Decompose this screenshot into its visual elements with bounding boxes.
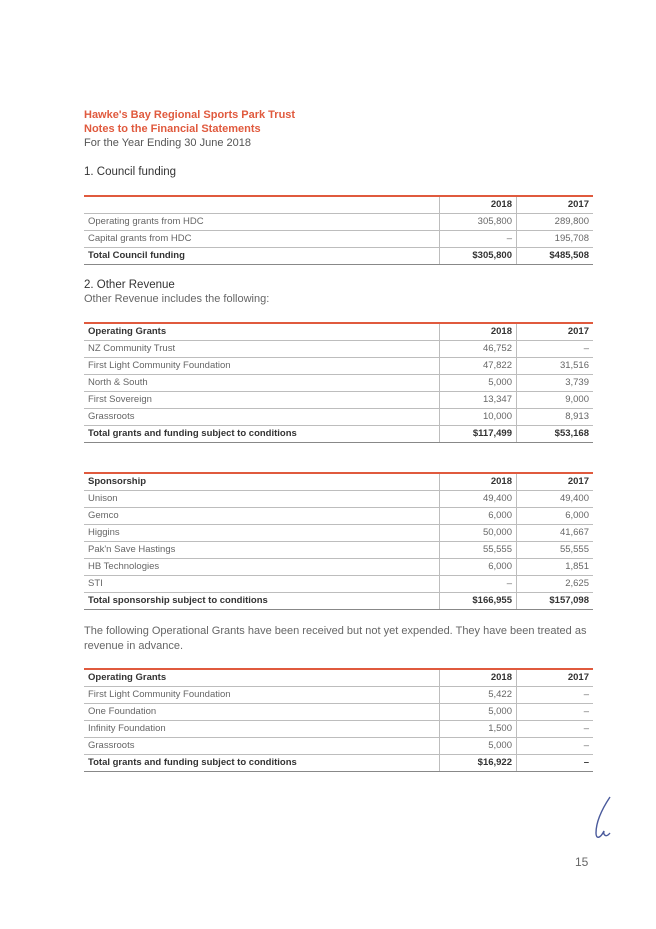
value-2018: 5,422: [440, 687, 517, 704]
column-header-2018: 2018: [440, 196, 517, 214]
row-label: Unison: [84, 491, 440, 508]
value-2017: 2,625: [517, 576, 594, 593]
row-label: Operating grants from HDC: [84, 214, 440, 231]
table-row: [84, 559, 593, 576]
table-row: [84, 687, 593, 704]
row-label: Infinity Foundation: [84, 721, 440, 738]
reporting-period: For the Year Ending 30 June 2018: [84, 137, 251, 149]
row-label: First Light Community Foundation: [84, 687, 440, 704]
table-row: [84, 358, 593, 375]
value-2018: 5,000: [440, 704, 517, 721]
value-2017: –: [517, 721, 594, 738]
value-2017: –: [517, 341, 594, 358]
table-row: [84, 542, 593, 559]
total-label: Total grants and funding subject to conditions: [84, 755, 440, 772]
total-2018: $16,922: [440, 755, 517, 772]
value-2017: 41,667: [517, 525, 594, 542]
total-2017: $485,508: [517, 248, 594, 265]
column-header-label: Operating Grants: [84, 323, 440, 341]
column-header-label: Operating Grants: [84, 669, 440, 687]
table-row: [84, 409, 593, 426]
table-row: [84, 738, 593, 755]
table-row: [84, 375, 593, 392]
value-2018: 47,822: [440, 358, 517, 375]
advance-note-text: The following Operational Grants have been received but not yet expended. They have been treated as revenue in advance.: [84, 625, 587, 652]
value-2018: 10,000: [440, 409, 517, 426]
table-row: [84, 214, 593, 231]
total-row: [84, 755, 593, 772]
table-header-row: [84, 473, 593, 491]
table-row: [84, 231, 593, 248]
value-2017: 1,851: [517, 559, 594, 576]
sponsorship-table: [84, 472, 593, 610]
total-row: [84, 426, 593, 443]
row-label: First Sovereign: [84, 392, 440, 409]
value-2017: 289,800: [517, 214, 594, 231]
value-2018: –: [440, 576, 517, 593]
table-header-row: [84, 196, 593, 214]
page-number: 15: [575, 855, 589, 869]
column-header-2017: 2017: [517, 196, 594, 214]
document-header: [84, 108, 594, 151]
total-2017: $157,098: [517, 593, 594, 610]
row-label: First Light Community Foundation: [84, 358, 440, 375]
value-2017: 3,739: [517, 375, 594, 392]
value-2018: 5,000: [440, 738, 517, 755]
total-2018: $117,499: [440, 426, 517, 443]
row-label: STI: [84, 576, 440, 593]
value-2017: 8,913: [517, 409, 594, 426]
value-2018: 55,555: [440, 542, 517, 559]
value-2018: 6,000: [440, 559, 517, 576]
table-row: [84, 341, 593, 358]
document-title: Notes to the Financial Statements: [84, 123, 261, 135]
column-header-label: Sponsorship: [84, 473, 440, 491]
value-2017: 55,555: [517, 542, 594, 559]
value-2018: 5,000: [440, 375, 517, 392]
table-row: [84, 576, 593, 593]
row-label: Grassroots: [84, 409, 440, 426]
value-2017: 31,516: [517, 358, 594, 375]
row-label: NZ Community Trust: [84, 341, 440, 358]
table-header-row: [84, 669, 593, 687]
value-2018: –: [440, 231, 517, 248]
row-label: North & South: [84, 375, 440, 392]
column-header-2018: 2018: [440, 473, 517, 491]
section-council-funding-title: 1. Council funding: [84, 166, 177, 178]
operating-grants-table: [84, 322, 593, 443]
other-revenue-subtitle: Other Revenue includes the following:: [84, 293, 270, 305]
row-label: Higgins: [84, 525, 440, 542]
table-row: [84, 704, 593, 721]
column-header-2017: 2017: [517, 473, 594, 491]
value-2018: 305,800: [440, 214, 517, 231]
total-label: Total grants and funding subject to conditions: [84, 426, 440, 443]
column-header-2017: 2017: [517, 669, 594, 687]
total-2017: –: [517, 755, 594, 772]
value-2017: –: [517, 687, 594, 704]
row-label: One Foundation: [84, 704, 440, 721]
row-label: Capital grants from HDC: [84, 231, 440, 248]
signature-initial: [590, 795, 614, 846]
revenue-in-advance-table: [84, 668, 593, 772]
table-row: [84, 491, 593, 508]
table-row: [84, 525, 593, 542]
value-2018: 49,400: [440, 491, 517, 508]
column-header-2018: 2018: [440, 323, 517, 341]
row-label: HB Technologies: [84, 559, 440, 576]
row-label: Gemco: [84, 508, 440, 525]
column-header-2018: 2018: [440, 669, 517, 687]
value-2017: 9,000: [517, 392, 594, 409]
total-label: Total sponsorship subject to conditions: [84, 593, 440, 610]
total-2018: $166,955: [440, 593, 517, 610]
organization-name: Hawke's Bay Regional Sports Park Trust: [84, 109, 296, 121]
value-2018: 1,500: [440, 721, 517, 738]
value-2018: 13,347: [440, 392, 517, 409]
value-2017: 6,000: [517, 508, 594, 525]
row-label: Grassroots: [84, 738, 440, 755]
council-funding-table: [84, 195, 593, 265]
column-header-2017: 2017: [517, 323, 594, 341]
value-2017: 49,400: [517, 491, 594, 508]
value-2017: –: [517, 738, 594, 755]
total-2017: $53,168: [517, 426, 594, 443]
table-header-row: [84, 323, 593, 341]
value-2017: 195,708: [517, 231, 594, 248]
value-2018: 6,000: [440, 508, 517, 525]
table-row: [84, 721, 593, 738]
total-row: [84, 593, 593, 610]
total-label: Total Council funding: [84, 248, 440, 265]
value-2017: –: [517, 704, 594, 721]
value-2018: 50,000: [440, 525, 517, 542]
total-2018: $305,800: [440, 248, 517, 265]
table-row: [84, 392, 593, 409]
row-label: Pak'n Save Hastings: [84, 542, 440, 559]
total-row: [84, 248, 593, 265]
section-other-revenue-title: 2. Other Revenue: [84, 279, 175, 291]
column-header-label: [84, 196, 440, 214]
value-2018: 46,752: [440, 341, 517, 358]
table-row: [84, 508, 593, 525]
